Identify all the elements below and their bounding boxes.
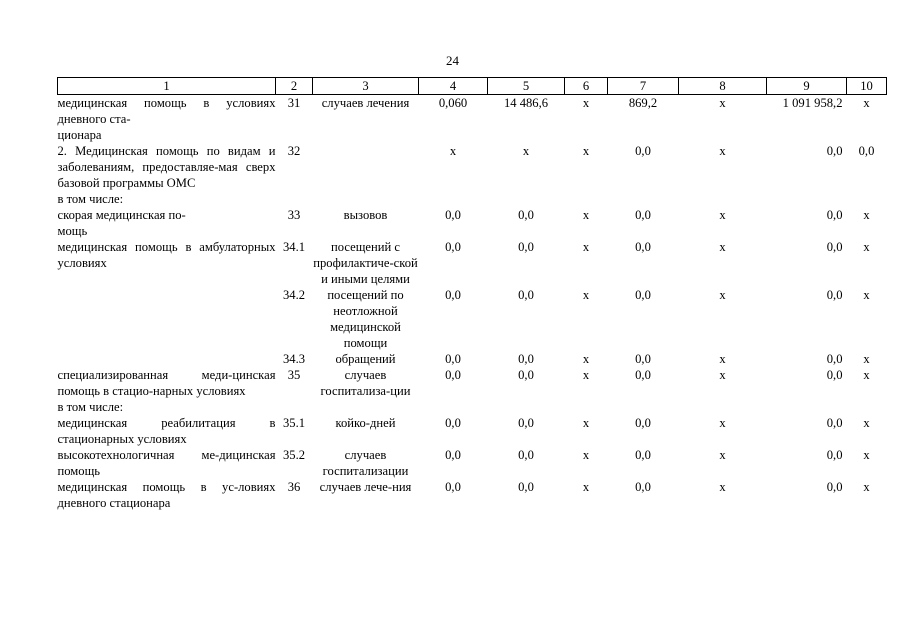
table-row: [58, 399, 887, 415]
cell-c10: x: [863, 288, 870, 302]
cell-c10: x: [863, 352, 870, 366]
cell-c4: 0,0: [445, 368, 461, 382]
table-row: [58, 207, 887, 239]
cell-c4: x: [449, 144, 457, 158]
cell-c7: [608, 399, 679, 415]
row-unit: посещений по неотложной медицинской помощи: [327, 288, 404, 350]
row-name: медицинская реабилитация в стационарных условиях: [57, 416, 276, 446]
cell-c7: [608, 191, 679, 207]
cell-c8: x: [719, 208, 726, 222]
table-row: [58, 479, 887, 511]
cell-c9: 0,0: [826, 144, 843, 158]
row-name: скорая медицинская по- мощь: [57, 208, 186, 238]
cell-c5: 0,0: [518, 368, 534, 382]
cell-c8: [679, 191, 767, 207]
cell-c7: 0,0: [635, 480, 651, 494]
cell-c8: x: [719, 448, 726, 462]
table-row: [58, 447, 887, 479]
cell-c9: 1 091 958,2: [782, 96, 843, 110]
cell-c9: 0,0: [826, 448, 843, 462]
cell-c8: x: [719, 416, 726, 430]
column-header-6: 6: [565, 78, 608, 95]
row-number: 36: [287, 480, 301, 494]
page-number: 24: [446, 53, 459, 68]
cell-c10: x: [863, 416, 870, 430]
row-number: 31: [287, 96, 301, 110]
column-header-9: 9: [767, 78, 847, 95]
row-number: 32: [287, 144, 301, 158]
cell-c5: 0,0: [518, 416, 534, 430]
row-name: медицинская помощь в условиях дневного ста- ционара: [57, 96, 276, 142]
cell-c5: 0,0: [518, 480, 534, 494]
row-name: [58, 287, 276, 351]
column-header-8: 8: [679, 78, 767, 95]
cell-c9: 0,0: [826, 208, 843, 222]
cell-c10: x: [863, 240, 870, 254]
column-header-5: 5: [488, 78, 565, 95]
cell-c8: x: [719, 96, 726, 110]
cell-c10: x: [863, 96, 870, 110]
cell-c6: x: [582, 448, 590, 462]
row-name: в том числе:: [57, 192, 124, 206]
cell-c8: [679, 399, 767, 415]
table-row: [58, 143, 887, 191]
table-row: [58, 367, 887, 399]
cell-c10: [847, 399, 887, 415]
cell-c7: 0,0: [635, 144, 651, 158]
cell-c9: 0,0: [826, 352, 843, 366]
cell-c8: x: [719, 240, 726, 254]
cell-c6: x: [582, 240, 590, 254]
cell-c5: x: [522, 144, 530, 158]
cell-c4: 0,0: [445, 352, 461, 366]
cell-c4: [419, 399, 488, 415]
cell-c9: 0,0: [826, 288, 843, 302]
row-unit: случаев лече-ния: [319, 480, 412, 494]
row-name: медицинская помощь в ус-ловиях дневного стационара: [57, 480, 276, 510]
cell-c10: x: [863, 480, 870, 494]
table-row: [58, 95, 887, 144]
cell-c6: x: [582, 416, 590, 430]
table-row: [58, 287, 887, 351]
cell-c7: 0,0: [635, 240, 651, 254]
cell-c10: x: [863, 368, 870, 382]
cell-c8: x: [719, 368, 726, 382]
cell-c10: [847, 191, 887, 207]
row-unit: посещений с профилактиче-ской и иными целями: [313, 240, 418, 286]
cell-c9: 0,0: [826, 480, 843, 494]
cell-c5: 0,0: [518, 208, 534, 222]
cell-c5: [488, 399, 565, 415]
row-number: 34.3: [282, 352, 306, 366]
cell-c5: [488, 191, 565, 207]
cell-c8: x: [719, 288, 726, 302]
cell-c6: [565, 191, 608, 207]
cell-c9: [767, 191, 847, 207]
row-number: 34.2: [282, 288, 306, 302]
cell-c5: 0,0: [518, 448, 534, 462]
cell-c9: 0,0: [826, 416, 843, 430]
cell-c9: 0,0: [826, 368, 843, 382]
cell-c6: x: [582, 96, 590, 110]
cell-c8: x: [719, 352, 726, 366]
table-row: [58, 191, 887, 207]
cell-c10: x: [863, 208, 870, 222]
table-body: [58, 95, 887, 512]
row-unit: случаев госпитализа-ции: [320, 368, 411, 398]
cell-c5: 0,0: [518, 240, 534, 254]
cell-c4: 0,0: [445, 240, 461, 254]
cell-c6: x: [582, 288, 590, 302]
cell-c5: 0,0: [518, 352, 534, 366]
cell-c4: 0,0: [445, 208, 461, 222]
cell-c8: x: [719, 480, 726, 494]
column-header-10: 10: [847, 78, 887, 95]
row-unit: [313, 191, 419, 207]
cell-c7: 0,0: [635, 368, 651, 382]
cell-c6: x: [582, 144, 590, 158]
row-name: 2. Медицинская помощь по видам и заболеваниям, предоставляе-мая сверх базовой программы ОМС: [57, 144, 276, 190]
table-row: [58, 239, 887, 287]
row-name: высокотехнологичная ме-дицинская помощь: [57, 448, 276, 478]
row-name: в том числе:: [57, 400, 124, 414]
row-name: специализированная меди-цинская помощь в стацио-нарных условиях: [57, 368, 276, 398]
row-number: 35.2: [282, 448, 306, 462]
column-header-2: 2: [276, 78, 313, 95]
cell-c7: 869,2: [628, 96, 658, 110]
row-unit: [313, 399, 419, 415]
row-number: 33: [287, 208, 301, 222]
cell-c7: 0,0: [635, 208, 651, 222]
cell-c7: 0,0: [635, 448, 651, 462]
cell-c7: 0,0: [635, 352, 651, 366]
column-header-1: 1: [58, 78, 276, 95]
cell-c9: 0,0: [826, 240, 843, 254]
cell-c5: 0,0: [518, 288, 534, 302]
table-row: [58, 351, 887, 367]
cell-c4: 0,0: [445, 288, 461, 302]
column-header-3: 3: [313, 78, 419, 95]
cell-c7: 0,0: [635, 416, 651, 430]
cell-c6: x: [582, 208, 590, 222]
row-unit: койко-дней: [335, 416, 396, 430]
row-number: [276, 399, 313, 415]
cell-c4: 0,0: [445, 448, 461, 462]
cell-c6: x: [582, 480, 590, 494]
cell-c10: 0,0: [858, 144, 875, 158]
cell-c8: x: [719, 144, 726, 158]
row-unit: [313, 143, 419, 191]
row-name: медицинская помощь в амбулаторных условиях: [57, 240, 276, 270]
cell-c4: 0,0: [445, 416, 461, 430]
row-unit: случаев госпитализации: [322, 448, 409, 478]
row-number: [276, 191, 313, 207]
column-header-4: 4: [419, 78, 488, 95]
cell-c9: [767, 399, 847, 415]
row-number: 35.1: [282, 416, 306, 430]
row-number: 35: [287, 368, 301, 382]
cell-c6: [565, 399, 608, 415]
cell-c6: x: [582, 368, 590, 382]
cell-c4: 0,060: [438, 96, 468, 110]
row-unit: вызовов: [343, 208, 388, 222]
column-number-row: [58, 78, 887, 95]
row-unit: случаев лечения: [321, 96, 410, 110]
row-name: [58, 351, 276, 367]
row-unit: обращений: [335, 352, 396, 366]
cell-c4: 0,0: [445, 480, 461, 494]
data-table: [57, 77, 887, 511]
column-header-7: 7: [608, 78, 679, 95]
cell-c5: 14 486,6: [503, 96, 549, 110]
table-row: [58, 415, 887, 447]
cell-c10: x: [863, 448, 870, 462]
cell-c4: [419, 191, 488, 207]
cell-c7: 0,0: [635, 288, 651, 302]
row-number: 34.1: [282, 240, 306, 254]
cell-c6: x: [582, 352, 590, 366]
